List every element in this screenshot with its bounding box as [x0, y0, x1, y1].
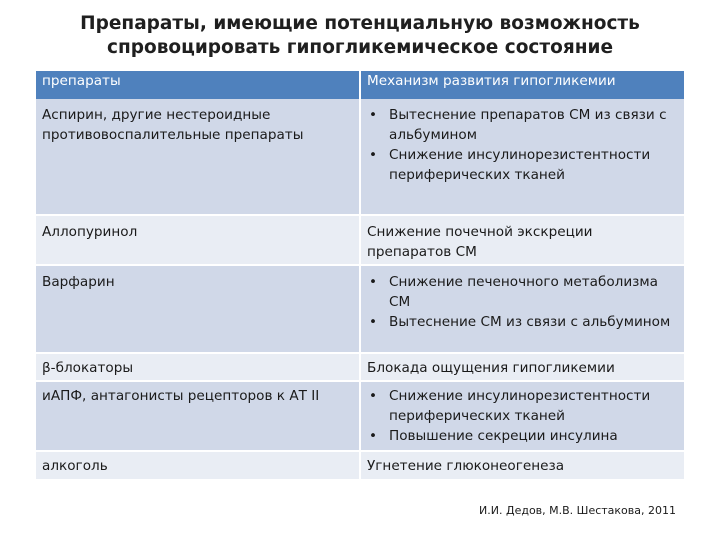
mechanism-item: • Вытеснение препаратов СМ из связи с альбумином	[367, 105, 678, 145]
slide-title	[0, 12, 720, 60]
drug-cell: алкоголь	[36, 451, 360, 479]
table-body	[36, 99, 684, 479]
drug-cell: Варфарин	[36, 265, 360, 353]
drug-cell: Аллопуринол	[36, 215, 360, 265]
table-row	[36, 381, 684, 451]
mechanism-item: • Вытеснение СМ из связи с альбумином	[367, 312, 678, 332]
mechanism-cell	[360, 99, 684, 215]
drug-cell: иАПФ, антагонисты рецепторов к АТ II	[36, 381, 360, 451]
slide-title-line-2: спровоцировать гипогликемическое состояние	[107, 37, 613, 58]
slide-title-line-1: Препараты, имеющие потенциальную возможность	[80, 13, 640, 34]
header-mechanism: Механизм развития гипогликемии	[360, 71, 684, 99]
mechanism-cell	[360, 265, 684, 353]
table-row	[36, 99, 684, 215]
table-row	[36, 215, 684, 265]
drug-cell: β-блокаторы	[36, 353, 360, 381]
table-header	[36, 71, 684, 99]
mechanism-cell: Блокада ощущения гипогликемии	[360, 353, 684, 381]
table-row	[36, 265, 684, 353]
mechanism-cell: Снижение почечной экскреции препаратов СМ	[360, 215, 684, 265]
mechanism-item: • Снижение печеночного метаболизма СМ	[367, 272, 678, 312]
mechanism-list	[367, 386, 678, 446]
table-header-row	[36, 71, 684, 99]
drug-cell: Аспирин, другие нестероидные противовоспалительные препараты	[36, 99, 360, 215]
drugs-table	[36, 71, 684, 479]
mechanism-list	[367, 105, 678, 185]
mechanism-list	[367, 272, 678, 332]
header-drugs: препараты	[36, 71, 360, 99]
mechanism-cell	[360, 381, 684, 451]
mechanism-item: • Повышение секреции инсулина	[367, 426, 678, 446]
table-row	[36, 353, 684, 381]
mechanism-cell: Угнетение глюконеогенеза	[360, 451, 684, 479]
citation: И.И. Дедов, М.В. Шестакова, 2011	[479, 504, 676, 517]
mechanism-item: • Снижение инсулинорезистентности периферических тканей	[367, 145, 678, 185]
table-row	[36, 451, 684, 479]
mechanism-item: • Снижение инсулинорезистентности периферических тканей	[367, 386, 678, 426]
